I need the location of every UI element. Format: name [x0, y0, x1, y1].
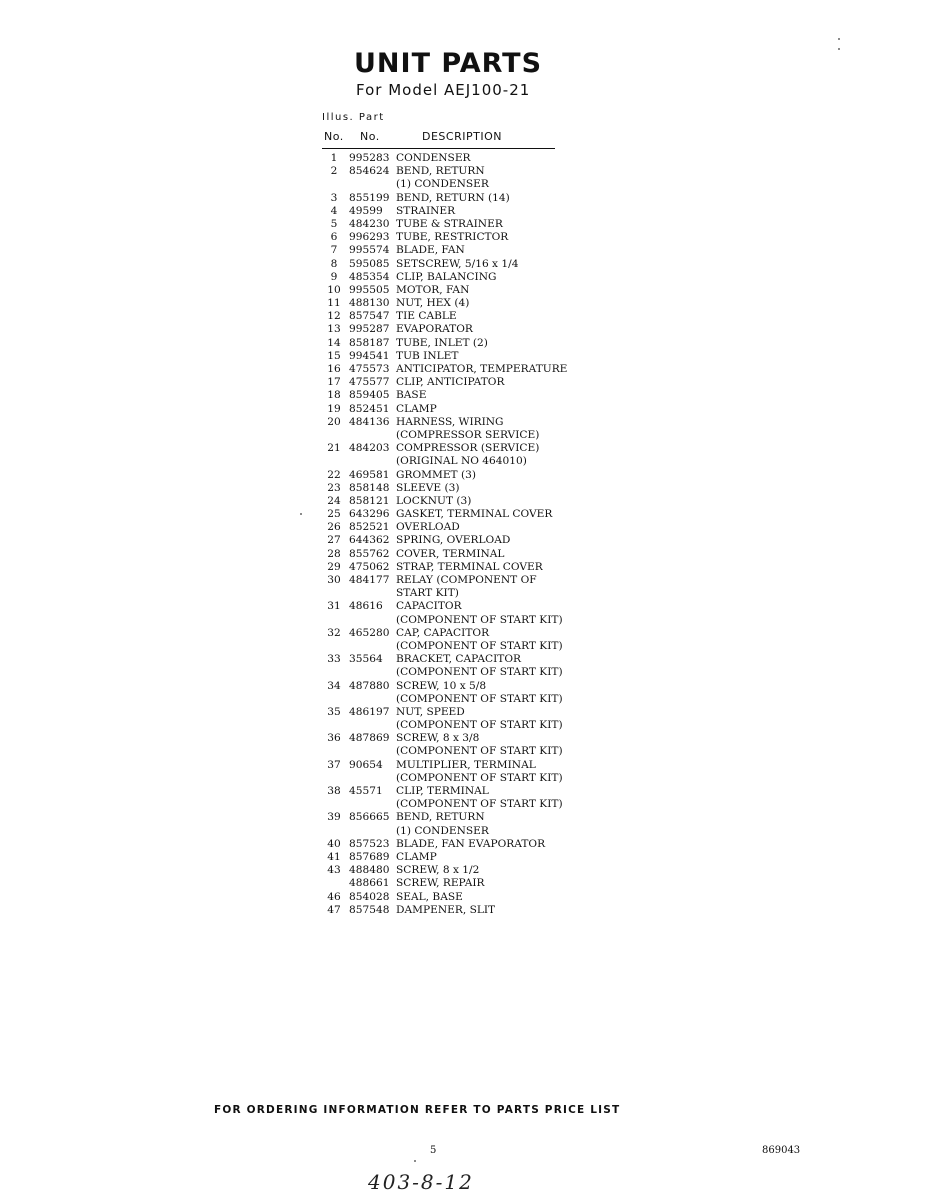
table-row — [322, 429, 582, 442]
part-no-cell: 487869 — [349, 732, 390, 745]
description-cell: (COMPONENT OF START KIT) — [396, 719, 563, 732]
table-row — [322, 323, 582, 336]
description-cell: COVER, TERMINAL — [396, 547, 505, 560]
description-cell: SPRING, OVERLOAD — [396, 534, 511, 547]
table-row — [322, 600, 582, 613]
description-cell: BEND, RETURN — [396, 165, 485, 178]
part-no-cell: 475062 — [349, 560, 390, 573]
description-cell: (COMPONENT OF START KIT) — [396, 771, 563, 784]
illus-no-cell: 4 — [330, 204, 338, 217]
illus-no-cell: 5 — [330, 217, 338, 230]
table-row — [322, 376, 582, 389]
table-row — [322, 205, 582, 218]
description-cell: BEND, RETURN — [396, 811, 485, 824]
description-cell: COMPRESSOR (SERVICE) — [396, 442, 540, 455]
table-row — [322, 403, 582, 416]
table-row — [322, 469, 582, 482]
part-no-cell: 475577 — [349, 376, 390, 389]
description-cell: SETSCREW, 5/16 x 1/4 — [396, 257, 519, 270]
table-row — [322, 363, 582, 376]
description-cell: NUT, HEX (4) — [396, 297, 470, 310]
description-cell: CLAMP — [396, 850, 437, 863]
description-cell: EVAPORATOR — [396, 323, 473, 336]
table-row — [322, 258, 582, 271]
table-row — [322, 706, 582, 719]
part-no-cell: 858187 — [349, 336, 390, 349]
ordering-note: FOR ORDERING INFORMATION REFER TO PARTS PRICE LIST — [214, 1104, 621, 1116]
table-row — [322, 218, 582, 231]
part-no-cell: 90654 — [349, 758, 383, 771]
illus-no-cell: 15 — [327, 349, 341, 362]
part-no-cell: 852451 — [349, 402, 390, 415]
description-cell: DAMPENER, SLIT — [396, 903, 496, 916]
description-cell: (COMPONENT OF START KIT) — [396, 639, 563, 652]
description-cell: CLIP, TERMINAL — [396, 785, 489, 797]
description-cell: NUT, SPEED — [396, 705, 465, 718]
illus-no-cell: 32 — [327, 626, 341, 639]
part-no-cell: 485354 — [349, 270, 390, 283]
description-cell: TUBE & STRAINER — [396, 217, 503, 230]
part-no-cell: 469581 — [349, 468, 390, 481]
header-rule — [322, 148, 555, 149]
description-cell: (COMPONENT OF START KIT) — [396, 613, 563, 626]
part-no-cell: 858148 — [349, 481, 390, 494]
description-cell: (1) CONDENSER — [396, 824, 489, 837]
illus-no-cell: 20 — [327, 415, 341, 428]
parts-list — [322, 152, 582, 917]
table-row — [322, 640, 582, 653]
table-row — [322, 587, 582, 600]
part-no-cell: 465280 — [349, 626, 390, 639]
description-cell: MULTIPLIER, TERMINAL — [396, 758, 536, 771]
illus-no-cell: 13 — [327, 323, 341, 336]
part-no-cell: 484177 — [349, 574, 390, 586]
table-row — [322, 811, 582, 824]
part-no-cell: 488130 — [349, 297, 390, 310]
table-row — [322, 680, 582, 693]
table-row — [322, 864, 582, 877]
description-cell: BASE — [396, 389, 427, 402]
illus-no-cell: 9 — [330, 270, 338, 283]
illus-no-cell: 21 — [327, 442, 341, 455]
table-row — [322, 851, 582, 864]
table-row — [322, 455, 582, 468]
illus-no-cell: 8 — [330, 257, 338, 270]
table-row — [322, 825, 582, 838]
description-cell: (COMPRESSOR SERVICE) — [396, 428, 540, 441]
description-cell: (COMPONENT OF START KIT) — [396, 798, 563, 811]
illus-no-cell: 1 — [330, 152, 338, 164]
description-cell: TIE CABLE — [396, 310, 457, 323]
description-cell: CLIP, BALANCING — [396, 270, 497, 283]
column-header-row — [322, 130, 554, 146]
part-no-cell: 856665 — [349, 811, 390, 824]
table-row — [322, 653, 582, 666]
table-row — [322, 534, 582, 547]
scan-speck — [300, 513, 302, 515]
part-no-cell: 858121 — [349, 494, 390, 507]
illus-no-cell: 7 — [330, 244, 338, 257]
table-row — [322, 521, 582, 534]
part-no-cell: 854028 — [349, 890, 390, 903]
table-row — [322, 482, 582, 495]
illus-no-cell: 43 — [327, 864, 341, 877]
table-row — [322, 192, 582, 205]
illus-no-cell: 6 — [330, 231, 338, 244]
header-part-no: No. — [360, 130, 380, 143]
illus-no-cell: 16 — [327, 363, 341, 375]
illus-no-cell: 22 — [327, 468, 341, 481]
description-cell: (COMPONENT OF START KIT) — [396, 692, 563, 705]
illus-no-cell: 31 — [327, 600, 341, 613]
part-no-cell: 48616 — [349, 600, 383, 613]
illus-no-cell: 27 — [327, 534, 341, 547]
page-subtitle: For Model AEJ100-21 — [356, 81, 531, 99]
table-row — [322, 891, 582, 904]
part-no-cell: 996293 — [349, 231, 390, 244]
table-row — [322, 442, 582, 455]
table-row — [322, 231, 582, 244]
table-row — [322, 310, 582, 323]
illus-no-cell: 26 — [327, 521, 341, 534]
table-row — [322, 666, 582, 679]
table-row — [322, 389, 582, 402]
description-cell: (COMPONENT OF START KIT) — [396, 745, 563, 758]
description-cell: OVERLOAD — [396, 521, 460, 534]
table-row — [322, 337, 582, 350]
table-row — [322, 759, 582, 772]
part-no-cell: 488480 — [349, 864, 390, 877]
table-row — [322, 627, 582, 640]
illus-no-cell: 3 — [330, 191, 338, 204]
table-row — [322, 574, 582, 587]
part-no-cell: 857523 — [349, 837, 390, 850]
part-no-cell: 643296 — [349, 508, 390, 521]
illus-no-cell: 41 — [327, 850, 341, 863]
scan-speck — [414, 1160, 416, 1162]
table-row — [322, 877, 582, 890]
part-no-cell: 995287 — [349, 323, 390, 336]
part-no-cell: 644362 — [349, 534, 390, 547]
part-no-cell: 852521 — [349, 521, 390, 534]
page-number: 5 — [430, 1145, 437, 1156]
part-no-cell: 49599 — [349, 204, 383, 217]
illus-no-cell: 36 — [327, 732, 341, 745]
part-no-cell: 855762 — [349, 547, 390, 560]
description-cell: ANTICIPATOR, TEMPERATURE — [396, 363, 568, 375]
description-cell: RELAY (COMPONENT OF — [396, 574, 537, 586]
part-no-cell: 859405 — [349, 389, 390, 402]
table-row — [322, 178, 582, 191]
illus-no-cell: 33 — [327, 653, 341, 666]
table-row — [322, 904, 582, 917]
part-no-cell: 475573 — [349, 363, 390, 375]
illus-no-cell: 40 — [327, 837, 341, 850]
part-no-cell: 45571 — [349, 785, 383, 797]
description-cell: CAPACITOR — [396, 600, 462, 613]
description-cell: BEND, RETURN (14) — [396, 191, 510, 204]
description-cell: TUB INLET — [396, 349, 459, 362]
description-cell: GROMMET (3) — [396, 468, 476, 481]
page-title: UNIT PARTS — [354, 48, 543, 79]
description-cell: TUBE, RESTRICTOR — [396, 231, 509, 244]
illus-no-cell: 17 — [327, 376, 341, 389]
description-cell: (1) CONDENSER — [396, 178, 489, 191]
illus-no-cell: 34 — [327, 679, 341, 692]
table-row — [322, 271, 582, 284]
illus-no-cell: 35 — [327, 705, 341, 718]
table-row — [322, 732, 582, 745]
part-no-cell: 484230 — [349, 217, 390, 230]
part-no-cell: 595085 — [349, 257, 390, 270]
description-cell: SCREW, 8 x 1/2 — [396, 864, 480, 877]
illus-no-cell: 37 — [327, 758, 341, 771]
part-no-cell: 486197 — [349, 705, 390, 718]
description-cell: SLEEVE (3) — [396, 481, 460, 494]
description-cell: (ORIGINAL NO 464010) — [396, 455, 527, 468]
table-row — [322, 838, 582, 851]
table-row — [322, 152, 582, 165]
header-illus-no: No. — [324, 130, 344, 143]
description-cell: CONDENSER — [396, 152, 471, 164]
illus-no-cell: 2 — [330, 165, 338, 178]
document-code: 869043 — [762, 1145, 801, 1156]
table-row — [322, 548, 582, 561]
table-row — [322, 772, 582, 785]
part-no-cell: 487880 — [349, 679, 390, 692]
table-row — [322, 297, 582, 310]
illus-no-cell: 46 — [327, 890, 341, 903]
description-cell: HARNESS, WIRING — [396, 415, 504, 428]
part-no-cell: 484136 — [349, 415, 390, 428]
illus-no-cell: 29 — [327, 560, 341, 573]
description-cell: CAP, CAPACITOR — [396, 626, 490, 639]
part-no-cell: 35564 — [349, 653, 383, 666]
part-no-cell: 995283 — [349, 152, 390, 164]
description-cell: (COMPONENT OF START KIT) — [396, 666, 563, 679]
table-row — [322, 284, 582, 297]
description-cell: TUBE, INLET (2) — [396, 336, 488, 349]
description-cell: CLIP, ANTICIPATOR — [396, 376, 505, 389]
part-no-cell: 857547 — [349, 310, 390, 323]
illus-no-cell: 14 — [327, 336, 341, 349]
illus-no-cell: 28 — [327, 547, 341, 560]
illus-no-cell: 18 — [327, 389, 341, 402]
illus-no-cell: 11 — [327, 297, 341, 310]
illus-no-cell: 23 — [327, 481, 341, 494]
description-cell: START KIT) — [396, 587, 459, 600]
description-cell: SCREW, 10 x 5/8 — [396, 679, 487, 692]
description-cell: SEAL, BASE — [396, 890, 463, 903]
table-row — [322, 165, 582, 178]
description-cell: CLAMP — [396, 402, 437, 415]
description-cell: GASKET, TERMINAL COVER — [396, 508, 553, 521]
illus-no-cell: 30 — [327, 574, 341, 586]
description-cell: BLADE, FAN — [396, 244, 465, 257]
description-cell: STRAP, TERMINAL COVER — [396, 560, 543, 573]
table-row — [322, 416, 582, 429]
description-cell: BRACKET, CAPACITOR — [396, 653, 521, 666]
table-row — [322, 745, 582, 758]
part-no-cell: 484203 — [349, 442, 390, 455]
illus-no-cell: 39 — [327, 811, 341, 824]
description-cell: LOCKNUT (3) — [396, 494, 472, 507]
illus-no-cell: 38 — [327, 785, 341, 797]
table-row — [322, 785, 582, 798]
table-row — [322, 350, 582, 363]
description-cell: MOTOR, FAN — [396, 283, 470, 296]
table-row — [322, 719, 582, 732]
illus-no-cell: 24 — [327, 494, 341, 507]
part-no-cell: 854624 — [349, 165, 390, 178]
description-cell: SCREW, REPAIR — [396, 877, 485, 890]
illus-no-cell: 12 — [327, 310, 341, 323]
description-cell: BLADE, FAN EVAPORATOR — [396, 837, 546, 850]
part-no-cell: 857689 — [349, 850, 390, 863]
table-row — [322, 244, 582, 257]
scan-speck — [838, 38, 840, 40]
table-row — [322, 561, 582, 574]
table-row — [322, 508, 582, 521]
illus-no-cell: 10 — [327, 283, 341, 296]
table-row — [322, 614, 582, 627]
illus-no-cell: 19 — [327, 402, 341, 415]
description-cell: SCREW, 8 x 3/8 — [396, 732, 480, 745]
part-no-cell: 855199 — [349, 191, 390, 204]
part-no-cell: 995505 — [349, 283, 390, 296]
column-header-top: Illus. Part — [322, 112, 385, 123]
table-row — [322, 495, 582, 508]
part-no-cell: 488661 — [349, 877, 390, 890]
header-description: DESCRIPTION — [422, 130, 502, 143]
illus-no-cell: 25 — [327, 508, 341, 521]
part-no-cell: 994541 — [349, 349, 390, 362]
scan-speck — [838, 48, 840, 50]
part-no-cell: 857548 — [349, 903, 390, 916]
table-row — [322, 798, 582, 811]
illus-no-cell: 47 — [327, 903, 341, 916]
part-no-cell: 995574 — [349, 244, 390, 257]
table-row — [322, 693, 582, 706]
handwritten-note: 403-8-12 — [368, 1170, 474, 1194]
description-cell: STRAINER — [396, 204, 456, 217]
